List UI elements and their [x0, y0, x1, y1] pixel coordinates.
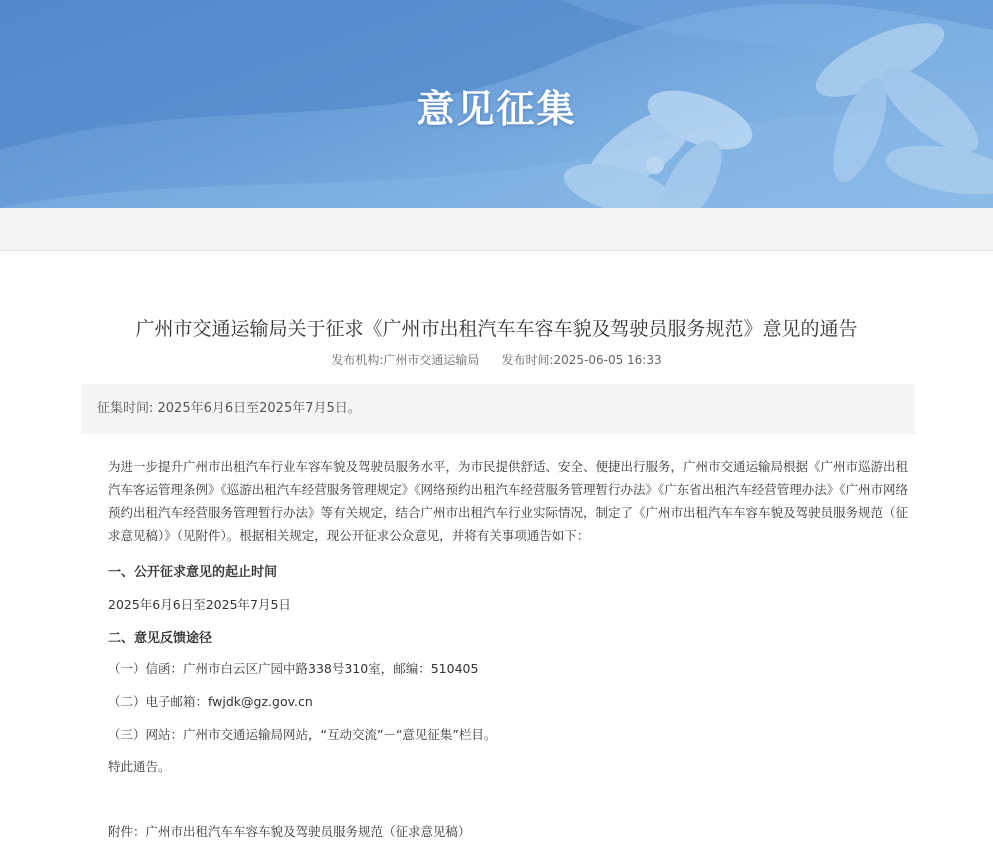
banner-title: 意见征集 [416, 87, 577, 131]
publisher-value: 广州市交通运输局 [383, 353, 480, 367]
section1-heading: 一、公开征求意见的起止时间 [108, 565, 278, 580]
channel-email: （二）电子邮箱：fwjdk@gz.gov.cn [108, 694, 313, 709]
attachment-link[interactable]: 附件：广州市出租汽车车容车貌及驾驶员服务规范（征求意见稿） [108, 824, 471, 839]
section1-text: 2025年6月6日至2025年7月5日 [108, 597, 291, 612]
breadcrumb-bar [0, 208, 993, 251]
closing-text: 特此通告。 [108, 759, 171, 774]
header-banner [0, 0, 993, 208]
article-body [108, 455, 914, 547]
article-title: 广州市交通运输局关于征求《广州市出租汽车车容车貌及驾驶员服务规范》意见的通告 [135, 318, 858, 340]
publisher-label: 发布机构: [331, 353, 384, 367]
publish-time-label: 发布时间: [501, 353, 554, 367]
section2-heading: 二、意见反馈途径 [108, 631, 213, 646]
channel-letter: （一）信函：广州市白云区广园中路338号310室，邮编：510405 [108, 661, 479, 676]
channel-website: （三）网站：广州市交通运输局网站，“互动交流”－“意见征集”栏目。 [108, 727, 497, 742]
intro-paragraph [108, 455, 914, 547]
collection-period-box: 征集时间: 2025年6月6日至2025年7月5日。 [81, 384, 915, 434]
publish-time-value: 2025-06-05 16:33 [553, 353, 662, 367]
intro-text: 为进一步提升广州市出租汽车行业车容车貌及驾驶员服务水平，为市民提供舒适、安全、便捷出行服务，广州市交通运输局根据《广州市巡游出租汽车客运管理条例》《巡游出租汽车经营服务管理规定》《网络预约出租汽车经营服务管理暂行办法》《广东省出租汽车经营管理办法》《广州市网络预约出租汽车经营服务管理暂行办法》等有关规定，结合广州市出租汽车行业实际情况，制定了《广州市出租汽车车容车貌及驾驶员服务规范（征求意见稿）》（见附件）。根据相关规定，现公开征求公众意见，并将有关事项通告如下： [108, 459, 909, 543]
article-meta [0, 351, 993, 368]
